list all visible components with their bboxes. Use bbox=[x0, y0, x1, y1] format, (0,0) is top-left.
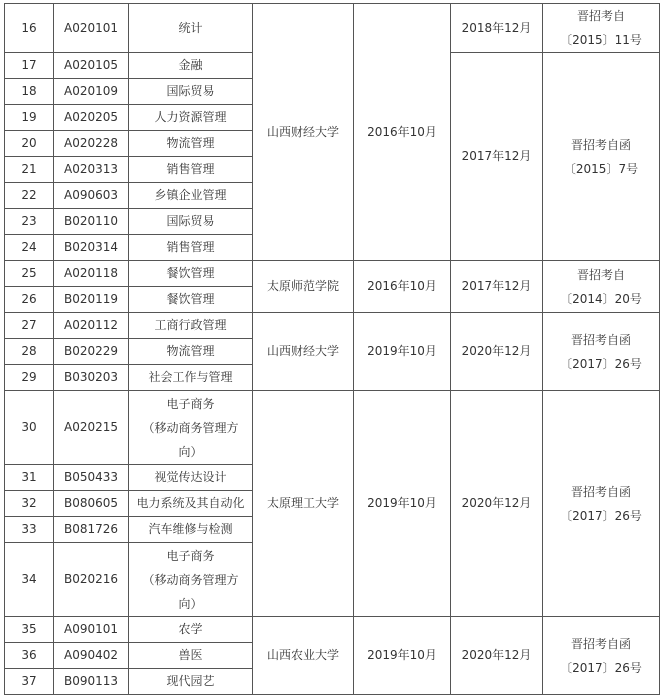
major-name: 统计 bbox=[129, 4, 253, 53]
document-number bbox=[543, 53, 660, 261]
row-number: 21 bbox=[5, 157, 54, 183]
major-code: A020105 bbox=[54, 53, 129, 79]
major-name: 金融 bbox=[129, 53, 253, 79]
major-stop-table bbox=[4, 3, 660, 695]
row-number: 19 bbox=[5, 105, 54, 131]
major-code: A020313 bbox=[54, 157, 129, 183]
start-date: 2019年10月 bbox=[354, 391, 451, 617]
document-line: 〔2017〕26号 bbox=[560, 660, 642, 675]
row-number: 35 bbox=[5, 617, 54, 643]
major-code: A090101 bbox=[54, 617, 129, 643]
major-name: 视觉传达设计 bbox=[129, 465, 253, 491]
row-number: 29 bbox=[5, 365, 54, 391]
major-name: 农学 bbox=[129, 617, 253, 643]
row-number: 20 bbox=[5, 131, 54, 157]
major-name: 汽车维修与检测 bbox=[129, 517, 253, 543]
stop-date: 2018年12月 bbox=[451, 4, 543, 53]
row-number: 37 bbox=[5, 669, 54, 695]
major-code: B030203 bbox=[54, 365, 129, 391]
row-number: 24 bbox=[5, 235, 54, 261]
major-code: A020118 bbox=[54, 261, 129, 287]
major-name: 乡镇企业管理 bbox=[129, 183, 253, 209]
document-number bbox=[543, 391, 660, 617]
school-name: 山西财经大学 bbox=[253, 313, 354, 391]
major-code: A020228 bbox=[54, 131, 129, 157]
major-code: A020215 bbox=[54, 391, 129, 465]
major-name: 销售管理 bbox=[129, 235, 253, 261]
major-code: A020101 bbox=[54, 4, 129, 53]
row-number: 17 bbox=[5, 53, 54, 79]
major-name-line: 电子商务 bbox=[166, 548, 215, 563]
document-number bbox=[543, 4, 660, 53]
major-code: A090402 bbox=[54, 643, 129, 669]
major-name: 销售管理 bbox=[129, 157, 253, 183]
row-number: 30 bbox=[5, 391, 54, 465]
major-name: 国际贸易 bbox=[129, 79, 253, 105]
major-name-line: 向） bbox=[178, 596, 203, 611]
major-name: 工商行政管理 bbox=[129, 313, 253, 339]
major-name: 物流管理 bbox=[129, 131, 253, 157]
document-line: 晋招考自函 bbox=[570, 636, 631, 651]
row-number: 28 bbox=[5, 339, 54, 365]
major-code: B081726 bbox=[54, 517, 129, 543]
major-code: A020205 bbox=[54, 105, 129, 131]
document-line: 〔2014〕20号 bbox=[560, 291, 642, 306]
row-number: 27 bbox=[5, 313, 54, 339]
start-date: 2019年10月 bbox=[354, 313, 451, 391]
school-name: 山西财经大学 bbox=[253, 4, 354, 261]
row-number: 22 bbox=[5, 183, 54, 209]
major-name: 电力系统及其自动化 bbox=[129, 491, 253, 517]
major-name: 餐饮管理 bbox=[129, 261, 253, 287]
major-name: 人力资源管理 bbox=[129, 105, 253, 131]
start-date: 2019年10月 bbox=[354, 617, 451, 695]
major-name: 兽医 bbox=[129, 643, 253, 669]
major-name-line: （移动商务管理方 bbox=[142, 420, 239, 435]
major-code: B090113 bbox=[54, 669, 129, 695]
document-line: 〔2015〕11号 bbox=[560, 33, 642, 47]
major-name: 国际贸易 bbox=[129, 209, 253, 235]
row-number: 18 bbox=[5, 79, 54, 105]
major-name: 现代园艺 bbox=[129, 669, 253, 695]
row-number: 34 bbox=[5, 543, 54, 617]
major-name: 物流管理 bbox=[129, 339, 253, 365]
major-name bbox=[129, 391, 253, 465]
row-number: 36 bbox=[5, 643, 54, 669]
table-row bbox=[5, 313, 660, 339]
row-number: 16 bbox=[5, 4, 54, 53]
major-name-line: （移动商务管理方 bbox=[142, 572, 239, 587]
school-name: 太原理工大学 bbox=[253, 391, 354, 617]
major-code: B020110 bbox=[54, 209, 129, 235]
stop-date: 2017年12月 bbox=[451, 261, 543, 313]
major-code: A020109 bbox=[54, 79, 129, 105]
major-name bbox=[129, 543, 253, 617]
table-row bbox=[5, 391, 660, 465]
major-code: B080605 bbox=[54, 491, 129, 517]
document-number bbox=[543, 313, 660, 391]
start-date: 2016年10月 bbox=[354, 4, 451, 261]
major-code: B020216 bbox=[54, 543, 129, 617]
document-number bbox=[543, 261, 660, 313]
document-line: 晋招考自 bbox=[576, 9, 625, 23]
document-line: 〔2017〕26号 bbox=[560, 356, 642, 371]
major-code: A090603 bbox=[54, 183, 129, 209]
row-number: 23 bbox=[5, 209, 54, 235]
document-line: 晋招考自函 bbox=[570, 484, 631, 499]
document-line: 晋招考自函 bbox=[570, 332, 631, 347]
table-row bbox=[5, 261, 660, 287]
major-code: B020229 bbox=[54, 339, 129, 365]
document-line: 晋招考自 bbox=[576, 267, 625, 282]
major-name-line: 电子商务 bbox=[166, 396, 215, 411]
major-code: B020119 bbox=[54, 287, 129, 313]
stop-date: 2020年12月 bbox=[451, 313, 543, 391]
table-row bbox=[5, 617, 660, 643]
school-name: 太原师范学院 bbox=[253, 261, 354, 313]
row-number: 25 bbox=[5, 261, 54, 287]
row-number: 26 bbox=[5, 287, 54, 313]
major-code: A020112 bbox=[54, 313, 129, 339]
major-name: 社会工作与管理 bbox=[129, 365, 253, 391]
major-code: B050433 bbox=[54, 465, 129, 491]
row-number: 33 bbox=[5, 517, 54, 543]
table-row bbox=[5, 4, 660, 53]
document-line: 〔2015〕7号 bbox=[563, 161, 639, 176]
major-code: B020314 bbox=[54, 235, 129, 261]
major-name: 餐饮管理 bbox=[129, 287, 253, 313]
major-name-line: 向） bbox=[178, 444, 203, 459]
stop-date: 2020年12月 bbox=[451, 617, 543, 695]
row-number: 31 bbox=[5, 465, 54, 491]
stop-date: 2020年12月 bbox=[451, 391, 543, 617]
stop-date: 2017年12月 bbox=[451, 53, 543, 261]
document-line: 晋招考自函 bbox=[570, 137, 631, 152]
school-name: 山西农业大学 bbox=[253, 617, 354, 695]
start-date: 2016年10月 bbox=[354, 261, 451, 313]
document-line: 〔2017〕26号 bbox=[560, 508, 642, 523]
row-number: 32 bbox=[5, 491, 54, 517]
